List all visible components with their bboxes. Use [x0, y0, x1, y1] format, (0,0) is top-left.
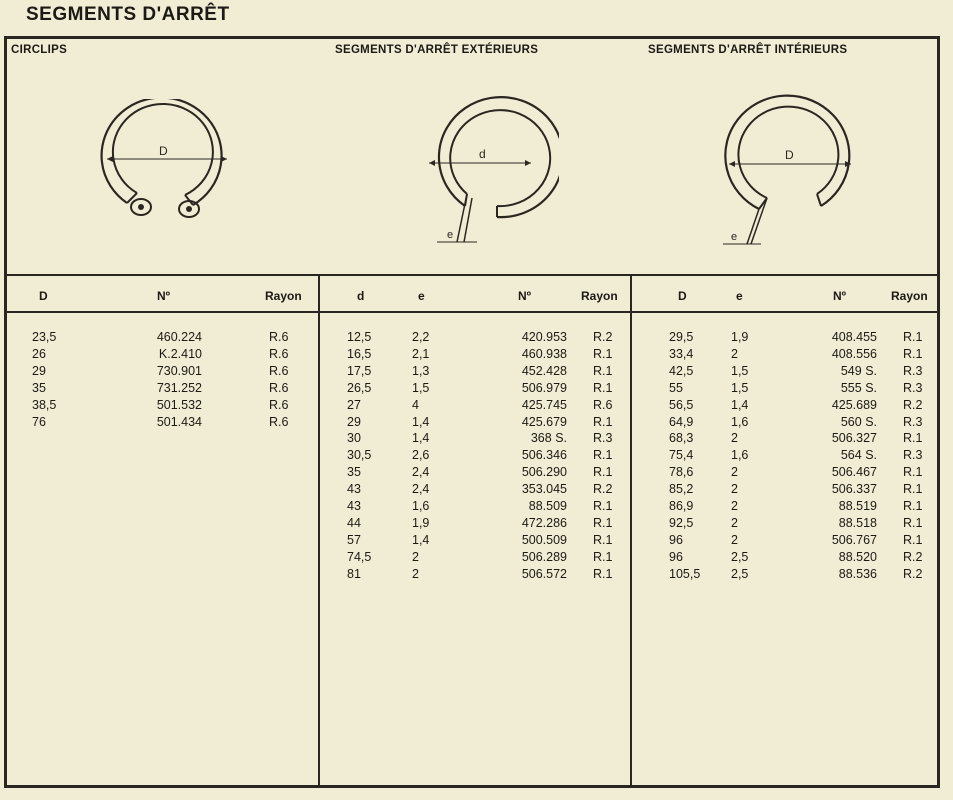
circlips-cell: 730.901 [156, 363, 202, 378]
circlips-cell: 26 [32, 346, 46, 361]
exterieurs-cell: 420.953 [521, 330, 567, 344]
interieurs-cell: 1,4 [731, 397, 749, 412]
section-title-circlips: CIRCLIPS [11, 44, 68, 56]
circlips-cell: R.6 [269, 380, 289, 395]
interieurs-cell: 506.467 [831, 465, 877, 480]
diagram-label-e-int: e [731, 231, 738, 243]
interieurs-cell: 506.767 [831, 532, 877, 547]
interieurs-cell: 96 [669, 549, 683, 564]
interieurs-cell: 1,5 [731, 380, 749, 395]
interieurs-cell: 56,5 [669, 397, 694, 412]
col-header-circlips-rayon: Rayon [265, 289, 302, 303]
interieurs-cell: 506.337 [831, 482, 877, 497]
circlips-cell: 29 [32, 363, 46, 378]
exterieurs-cell: R.2 [593, 482, 613, 497]
col-header-ext-no: Nº [518, 289, 532, 303]
col-header-int-rayon: Rayon [891, 289, 928, 303]
exterieurs-cell: R.1 [593, 566, 613, 581]
interieurs-cell: 506.327 [831, 431, 877, 446]
exterieurs-cell: 460.938 [521, 346, 567, 361]
interieurs-cell: R.3 [903, 414, 923, 429]
interieurs-cell: 555 S. [840, 380, 877, 395]
circlips-cell: R.6 [269, 397, 289, 412]
interieurs-cell: 55 [669, 380, 683, 395]
diagram-label-D-int: D [785, 148, 794, 162]
interieurs-cell: R.1 [903, 346, 923, 361]
col-header-circlips-D: D [39, 289, 48, 303]
exterieurs-cell: 452.428 [521, 363, 567, 378]
exterieurs-cell: 425.679 [521, 414, 567, 429]
interieurs-cell: 2,5 [731, 549, 749, 564]
interieurs-cell: 2 [731, 515, 738, 530]
exterieurs-cell: 1,4 [412, 431, 430, 446]
exterieurs-cell: 30 [347, 431, 361, 446]
interieurs-cell: 88.518 [838, 515, 877, 530]
exterieurs-cell: 472.286 [521, 515, 567, 530]
exterieurs-cell: R.1 [593, 515, 613, 530]
diagram-label-d: d [479, 147, 486, 161]
interieurs-cell: R.1 [903, 515, 923, 530]
interieurs-cell: R.1 [903, 465, 923, 480]
circlips-cell: 76 [32, 414, 46, 429]
circlips-cell: R.6 [269, 363, 289, 378]
exterieurs-cell: 2 [412, 549, 419, 564]
interieurs-cell: 85,2 [669, 482, 694, 497]
interieurs-cell: 2 [731, 346, 738, 361]
diagram-label-D: D [159, 144, 168, 158]
exterieurs-cell: 368 S. [530, 431, 567, 446]
exterieurs-cell: 506.289 [521, 549, 567, 564]
interieurs-cell: R.1 [903, 431, 923, 446]
exterieurs-cell: 88.509 [528, 499, 567, 513]
exterieurs-cell: 43 [347, 499, 361, 513]
exterieurs-cell: 506.572 [521, 566, 567, 581]
exterieurs-cell: R.1 [593, 532, 613, 547]
exterieurs-cell: 2,2 [412, 330, 430, 344]
exterieurs-cell: R.6 [593, 397, 613, 412]
interieurs-cell: 42,5 [669, 363, 694, 378]
exterieurs-cell: 500.509 [521, 532, 567, 547]
interieurs-cell: 64,9 [669, 414, 694, 429]
interieurs-cell: R.3 [903, 380, 923, 395]
exterieurs-cell: R.1 [593, 380, 613, 395]
interieurs-cell: 2 [731, 431, 738, 446]
interieurs-cell: R.3 [903, 363, 923, 378]
exterieurs-cell: 1,9 [412, 515, 430, 530]
column-header-divider [7, 311, 937, 313]
col-header-ext-rayon: Rayon [581, 289, 618, 303]
col-header-ext-e: e [418, 289, 425, 303]
circlips-cell: 501.434 [156, 414, 202, 429]
circlips-cell: 501.532 [156, 397, 202, 412]
circlips-cell: 460.224 [156, 330, 202, 344]
interieurs-cell: R.1 [903, 499, 923, 513]
exterieurs-cell: R.1 [593, 499, 613, 513]
exterieurs-cell: 4 [412, 397, 419, 412]
circlips-cell: 35 [32, 380, 46, 395]
exterieurs-cell: R.2 [593, 330, 613, 344]
exterieurs-cell: 12,5 [347, 330, 372, 344]
exterieurs-cell: 2,4 [412, 465, 430, 480]
interieurs-cell: 560 S. [840, 414, 877, 429]
exterieurs-cell: R.1 [593, 414, 613, 429]
interieurs-cell: 75,4 [669, 448, 694, 463]
col-header-int-e: e [736, 289, 743, 303]
exterieurs-cell: 2 [412, 566, 419, 581]
interieurs-cell: 88.536 [838, 566, 877, 581]
col-header-int-D: D [678, 289, 687, 303]
exterieurs-cell: R.1 [593, 363, 613, 378]
interieurs-cell: R.1 [903, 330, 923, 344]
interieurs-cell: R.3 [903, 448, 923, 463]
exterieurs-cell: 27 [347, 397, 361, 412]
exterieurs-cell: 1,4 [412, 532, 430, 547]
exterieurs-cell: R.1 [593, 465, 613, 480]
circlips-cell: 38,5 [32, 397, 57, 412]
circlip-diagram [97, 99, 237, 229]
exterieurs-cell: 16,5 [347, 346, 372, 361]
interieurs-cell: 78,6 [669, 465, 694, 480]
interieurs-cell: 92,5 [669, 515, 694, 530]
exterieurs-cell: 1,4 [412, 414, 430, 429]
interieurs-cell: 564 S. [840, 448, 877, 463]
interieurs-cell: 1,5 [731, 363, 749, 378]
exterieurs-cell: 43 [347, 482, 361, 497]
interieurs-cell: 105,5 [669, 566, 701, 581]
interieurs-cell: R.2 [903, 566, 923, 581]
exterieurs-cell: 74,5 [347, 549, 372, 564]
circlips-cell: 731.252 [156, 380, 202, 395]
external-ring-diagram [409, 94, 559, 249]
interieurs-cell: 2 [731, 499, 738, 513]
exterieurs-cell: 506.290 [521, 465, 567, 480]
interieurs-cell: R.2 [903, 549, 923, 564]
exterieurs-cell: R.1 [593, 549, 613, 564]
exterieurs-cell: 26,5 [347, 380, 372, 395]
interieurs-cell: 88.519 [838, 499, 877, 513]
diagram-label-e-ext: e [447, 229, 454, 241]
interieurs-cell: 33,4 [669, 346, 694, 361]
interieurs-cell: 549 S. [840, 363, 877, 378]
page-title: SEGMENTS D'ARRÊT [26, 4, 230, 25]
circlips-cell: R.6 [269, 330, 289, 344]
interieurs-cell: 68,3 [669, 431, 694, 446]
interieurs-cell: 29,5 [669, 330, 694, 344]
interieurs-cell: 88.520 [838, 549, 877, 564]
exterieurs-cell: 57 [347, 532, 361, 547]
interieurs-cell: 1,9 [731, 330, 749, 344]
exterieurs-cell: 30,5 [347, 448, 372, 463]
interieurs-cell: 2 [731, 465, 738, 480]
interieurs-cell: 2 [731, 482, 738, 497]
exterieurs-cell: 2,4 [412, 482, 430, 497]
exterieurs-cell: R.1 [593, 346, 613, 361]
exterieurs-cell: 353.045 [521, 482, 567, 497]
exterieurs-cell: 35 [347, 465, 361, 480]
section-title-interieurs: SEGMENTS D'ARRÊT INTÉRIEURS [648, 44, 848, 56]
exterieurs-cell: 17,5 [347, 363, 372, 378]
internal-ring-diagram [715, 94, 865, 254]
header-divider [7, 274, 937, 276]
exterieurs-cell: 2,1 [412, 346, 430, 361]
interieurs-cell: 2 [731, 532, 738, 547]
col-header-ext-d: d [357, 289, 365, 303]
exterieurs-cell: 2,6 [412, 448, 430, 463]
interieurs-cell: 86,9 [669, 499, 694, 513]
interieurs-cell: R.1 [903, 532, 923, 547]
circlips-cell: 23,5 [32, 330, 57, 344]
table-frame [4, 36, 940, 788]
interieurs-cell: 1,6 [731, 448, 749, 463]
exterieurs-cell: 425.745 [521, 397, 567, 412]
interieurs-cell: 425.689 [831, 397, 877, 412]
col-header-circlips-no: Nº [157, 289, 171, 303]
column-divider-left [318, 276, 320, 785]
exterieurs-cell: 506.979 [521, 380, 567, 395]
circlips-cell: R.6 [269, 414, 289, 429]
section-title-exterieurs: SEGMENTS D'ARRÊT EXTÉRIEURS [335, 44, 539, 56]
col-header-int-no: Nº [833, 289, 847, 303]
exterieurs-cell: 44 [347, 515, 361, 530]
interieurs-cell: 2,5 [731, 566, 749, 581]
exterieurs-cell: 506.346 [521, 448, 567, 463]
exterieurs-cell: 29 [347, 414, 361, 429]
exterieurs-cell: 81 [347, 566, 361, 581]
exterieurs-cell: R.3 [593, 431, 613, 446]
interieurs-cell: 1,6 [731, 414, 749, 429]
exterieurs-cell: 1,6 [412, 499, 430, 513]
exterieurs-cell: 1,3 [412, 363, 430, 378]
exterieurs-cell: R.1 [593, 448, 613, 463]
exterieurs-cell: 1,5 [412, 380, 430, 395]
interieurs-cell: 408.455 [831, 330, 877, 344]
interieurs-cell: R.1 [903, 482, 923, 497]
circlips-cell: K.2.410 [158, 346, 202, 361]
interieurs-cell: 96 [669, 532, 683, 547]
interieurs-cell: 408.556 [831, 346, 877, 361]
interieurs-cell: R.2 [903, 397, 923, 412]
circlips-cell: R.6 [269, 346, 289, 361]
